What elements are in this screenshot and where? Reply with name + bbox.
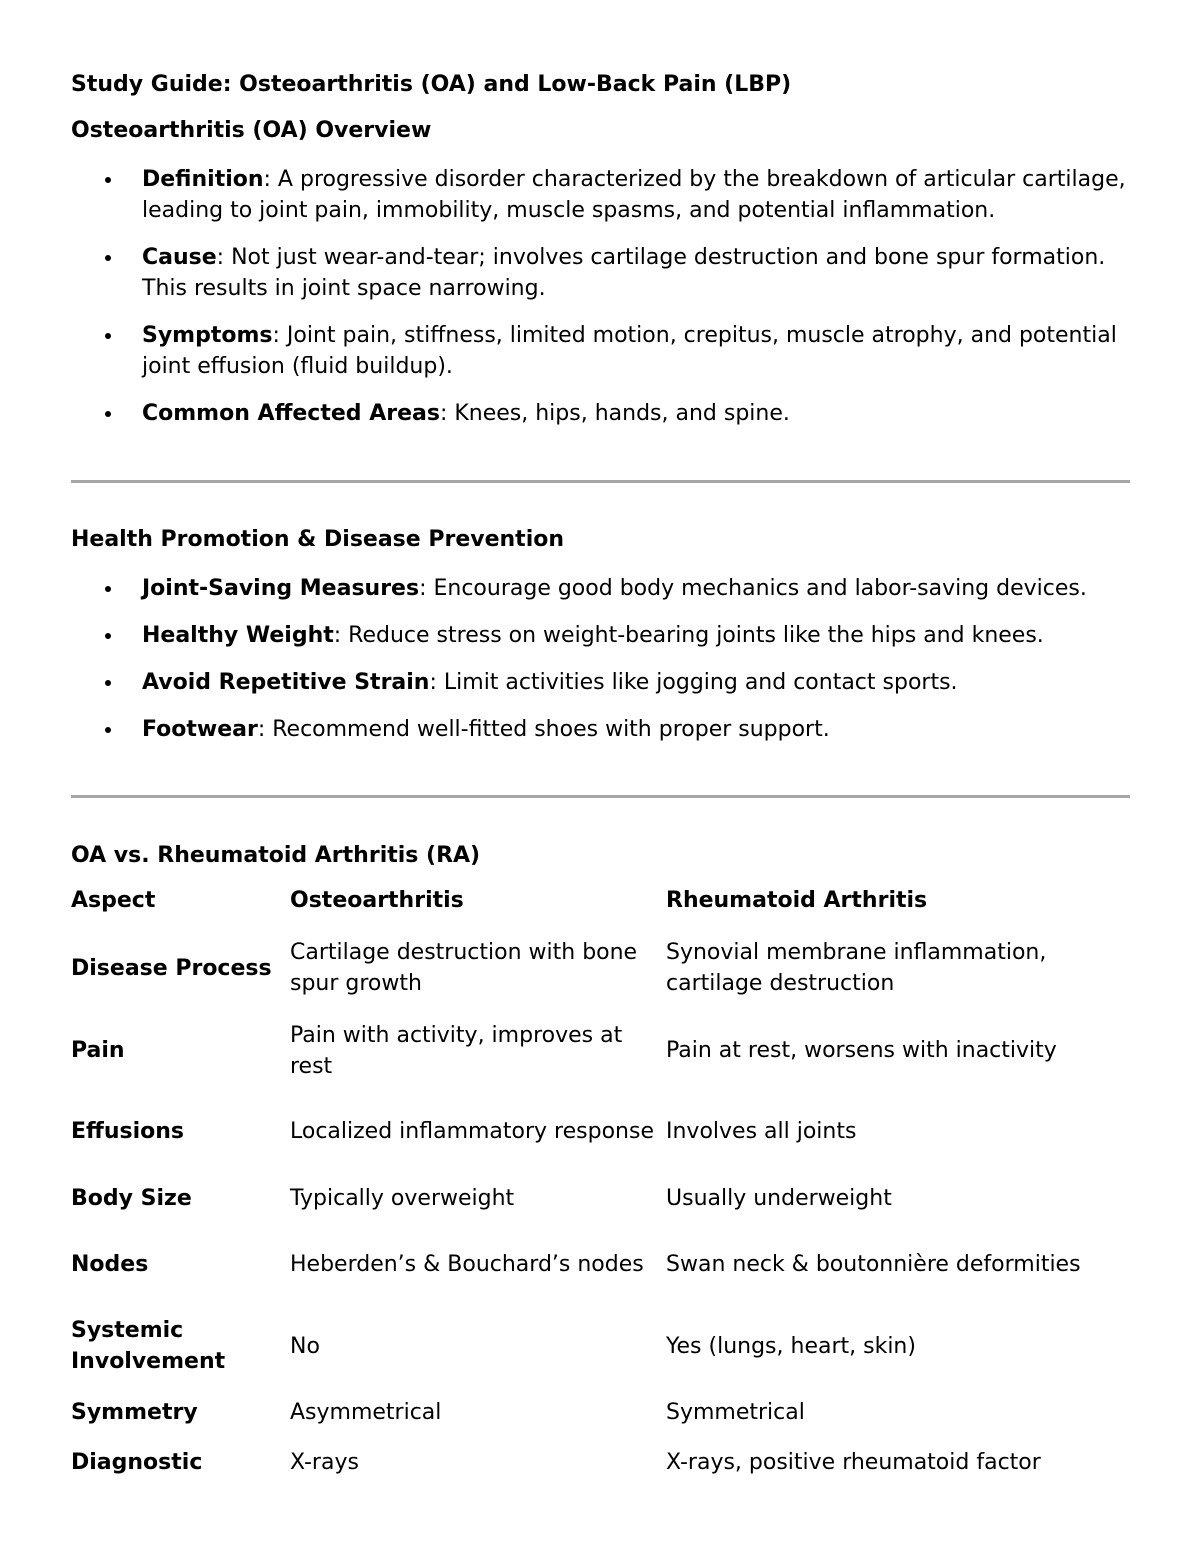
list-item bbox=[71, 320, 1130, 382]
table-cell: Synovial membrane inflammation, cartilage destruction bbox=[666, 940, 1047, 996]
table-cell: Symmetrical bbox=[666, 1399, 805, 1425]
table-cell: Effusions bbox=[71, 1118, 185, 1144]
list-item bbox=[71, 620, 1130, 651]
table-row bbox=[71, 1172, 1130, 1224]
table-cell: Systemic Involvement bbox=[71, 1318, 226, 1374]
item-term: Definition bbox=[142, 167, 264, 192]
table-cell: Heberden’s & Bouchard’s nodes bbox=[290, 1252, 644, 1277]
table-cell: Diagnostic bbox=[71, 1449, 203, 1475]
table-row bbox=[71, 1387, 1130, 1437]
table-row bbox=[71, 1090, 1130, 1172]
item-term: Healthy Weight bbox=[142, 623, 334, 648]
table-cell: X-rays, positive rheumatoid factor bbox=[666, 1449, 1041, 1475]
list-item bbox=[71, 242, 1130, 304]
list-item bbox=[71, 398, 1130, 429]
bullet-icon bbox=[105, 680, 111, 686]
table-cell: Cartilage destruction with bone spur growth bbox=[290, 940, 638, 996]
table-cell: Body Size bbox=[71, 1185, 192, 1211]
bullet-icon bbox=[105, 255, 111, 261]
list-item bbox=[71, 164, 1130, 226]
item-term: Avoid Repetitive Strain bbox=[142, 670, 430, 695]
table-cell: Typically overweight bbox=[290, 1185, 515, 1211]
item-text: : Joint pain, stiffness, limited motion, crepitus, muscle atrophy, and potential joint effusion (fluid buildup). bbox=[142, 323, 1117, 379]
item-text: : Limit activities like jogging and contact sports. bbox=[429, 670, 958, 695]
column-header: Aspect bbox=[71, 888, 156, 913]
table-row bbox=[71, 1011, 1130, 1090]
item-term: Common Affected Areas bbox=[142, 401, 440, 426]
horizontal-divider bbox=[71, 480, 1130, 483]
table-cell: X-rays bbox=[290, 1449, 359, 1475]
table-cell: Pain bbox=[71, 1038, 125, 1063]
table-cell: Pain with activity, improves at rest bbox=[290, 1022, 623, 1079]
table-cell: Involves all joints bbox=[666, 1118, 857, 1144]
column-header: Rheumatoid Arthritis bbox=[666, 888, 928, 913]
table-header-row bbox=[71, 885, 1130, 925]
comparison-table bbox=[71, 885, 1130, 1487]
comparison-heading: OA vs. Rheumatoid Arthritis (RA) bbox=[71, 843, 481, 868]
table-cell: Pain at rest, worsens with inactivity bbox=[666, 1038, 1057, 1063]
list-item bbox=[71, 667, 1130, 698]
oa-overview-list bbox=[71, 164, 1130, 445]
item-term: Symptoms bbox=[142, 323, 273, 348]
column-header: Osteoarthritis bbox=[290, 888, 464, 913]
item-term: Footwear bbox=[142, 717, 258, 742]
table-row bbox=[71, 1437, 1130, 1487]
table-cell: Usually underweight bbox=[666, 1185, 892, 1211]
table-cell: No bbox=[290, 1333, 320, 1359]
bullet-icon bbox=[105, 633, 111, 639]
table-cell: Yes (lungs, heart, skin) bbox=[666, 1333, 916, 1359]
oa-overview-heading: Osteoarthritis (OA) Overview bbox=[71, 118, 432, 143]
item-text: : A progressive disorder characterized by the breakdown of articular cartilage, leading to joint pain, immobility, muscle spasms, and potential inflammation. bbox=[142, 167, 1126, 223]
bullet-icon bbox=[105, 411, 111, 417]
list-item bbox=[71, 573, 1130, 604]
horizontal-divider bbox=[71, 795, 1130, 798]
health-promotion-list bbox=[71, 573, 1130, 761]
bullet-icon bbox=[105, 177, 111, 183]
table-row bbox=[71, 925, 1130, 1011]
table-cell: Nodes bbox=[71, 1252, 149, 1277]
table-cell: Symmetry bbox=[71, 1399, 198, 1425]
table-cell: Localized inflammatory response bbox=[290, 1118, 654, 1144]
item-text: : Reduce stress on weight-bearing joints like the hips and knees. bbox=[333, 623, 1044, 648]
table-cell: Swan neck & boutonnière deformities bbox=[666, 1252, 1081, 1277]
bullet-icon bbox=[105, 333, 111, 339]
item-term: Joint-Saving Measures bbox=[142, 576, 420, 601]
table-cell: Disease Process bbox=[71, 955, 272, 981]
table-row bbox=[71, 1224, 1130, 1305]
bullet-icon bbox=[105, 586, 111, 592]
item-text: : Recommend well-fitted shoes with proper support. bbox=[257, 717, 830, 742]
table-row bbox=[71, 1305, 1130, 1387]
list-item bbox=[71, 714, 1130, 745]
item-text: : Not just wear-and-tear; involves cartilage destruction and bone spur formation. This results in joint space narrowing. bbox=[142, 245, 1106, 301]
health-promotion-heading: Health Promotion & Disease Prevention bbox=[71, 527, 565, 552]
table-cell: Asymmetrical bbox=[290, 1399, 442, 1425]
item-text: : Knees, hips, hands, and spine. bbox=[439, 401, 790, 426]
bullet-icon bbox=[105, 727, 111, 733]
item-text: : Encourage good body mechanics and labor-saving devices. bbox=[419, 576, 1087, 601]
item-term: Cause bbox=[142, 245, 217, 270]
document-title: Study Guide: Osteoarthritis (OA) and Low-Back Pain (LBP) bbox=[71, 72, 792, 97]
